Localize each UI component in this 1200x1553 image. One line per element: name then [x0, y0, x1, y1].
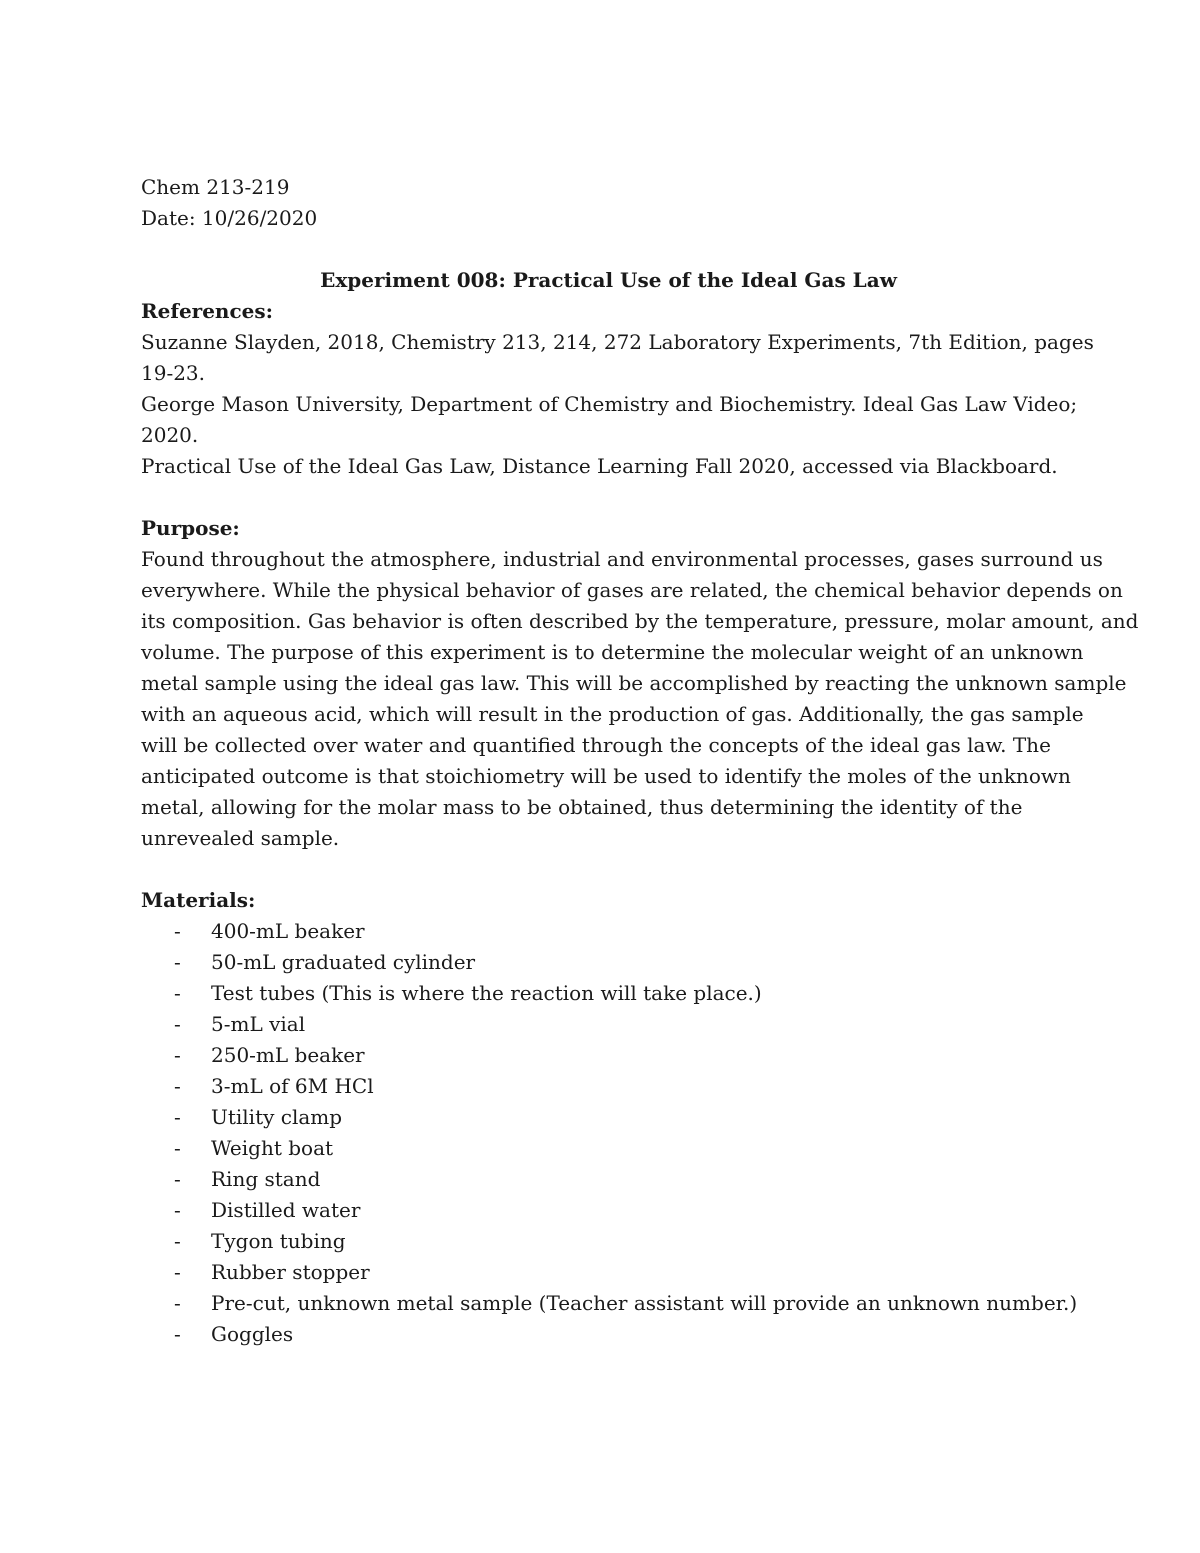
bullet-dash: - [174, 1074, 181, 1098]
list-item [141, 947, 1066, 978]
bullet-dash: - [174, 1229, 181, 1253]
purpose-line: metal, allowing for the molar mass to be obtained, thus determining the identity of the [141, 795, 1023, 819]
reference-line: 19-23. [141, 361, 206, 385]
bullet-dash: - [174, 1043, 181, 1067]
material-label: 400-mL beaker [211, 919, 365, 943]
bullet-dash: - [174, 1198, 181, 1222]
purpose-line: everywhere. While the physical behavior of gases are related, the chemical behavior depends on [141, 578, 1123, 602]
purpose-line: anticipated outcome is that stoichiometry will be used to identify the moles of the unknown [141, 764, 1071, 788]
bullet-dash: - [174, 1322, 181, 1346]
bullet-dash: - [174, 1260, 181, 1284]
list-item [141, 1195, 1066, 1226]
purpose-line: its composition. Gas behavior is often described by the temperature, pressure, molar amount, and [141, 609, 1139, 633]
material-label: Ring stand [211, 1167, 321, 1191]
reference-line: Suzanne Slayden, 2018, Chemistry 213, 214, 272 Laboratory Experiments, 7th Edition, pages [141, 330, 1094, 354]
purpose-line: unrevealed sample. [141, 826, 340, 850]
bullet-dash: - [174, 1012, 181, 1036]
reference-line: 2020. [141, 423, 199, 447]
material-label: Weight boat [211, 1136, 334, 1160]
purpose-heading: Purpose: [141, 516, 240, 540]
material-label: 3-mL of 6M HCl [211, 1074, 374, 1098]
list-item [141, 1102, 1066, 1133]
reference-line: Practical Use of the Ideal Gas Law, Distance Learning Fall 2020, accessed via Blackboard. [141, 454, 1058, 478]
document-body [141, 172, 1139, 1350]
list-item [141, 1040, 1066, 1071]
material-label: Tygon tubing [211, 1229, 346, 1253]
purpose-line: metal sample using the ideal gas law. This will be accomplished by reacting the unknown sample [141, 671, 1127, 695]
list-item [141, 1071, 1066, 1102]
report-date: Date: 10/26/2020 [141, 206, 318, 230]
purpose-line: Found throughout the atmosphere, industrial and environmental processes, gases surround us [141, 547, 1103, 571]
purpose-paragraph [141, 544, 1139, 854]
course-code: Chem 213-219 [141, 175, 290, 199]
list-item [141, 1288, 1078, 1319]
bullet-dash: - [174, 1167, 181, 1191]
material-label: 5-mL vial [211, 1012, 306, 1036]
material-label: Test tubes (This is where the reaction will take place.) [211, 981, 762, 1005]
material-label: Pre-cut, unknown metal sample (Teacher assistant will provide an unknown number.) [211, 1291, 1078, 1315]
references-list [141, 327, 1094, 482]
material-label: 50-mL graduated cylinder [211, 950, 476, 974]
list-item [141, 1009, 1066, 1040]
bullet-dash: - [174, 981, 181, 1005]
spacer [141, 854, 1066, 885]
list-item [141, 1164, 1066, 1195]
purpose-line: with an aqueous acid, which will result in the production of gas. Additionally, the gas sample [141, 702, 1084, 726]
list-item [141, 1226, 1066, 1257]
list-item [141, 1257, 1066, 1288]
bullet-dash: - [174, 1291, 181, 1315]
list-item [141, 978, 1066, 1009]
material-label: Distilled water [211, 1198, 361, 1222]
experiment-title: Experiment 008: Practical Use of the Ideal Gas Law [320, 268, 897, 292]
materials-list [141, 916, 1078, 1350]
material-label: Rubber stopper [211, 1260, 370, 1284]
spacer [141, 482, 1066, 513]
material-label: Utility clamp [211, 1105, 343, 1129]
list-item [141, 1133, 1066, 1164]
purpose-line: volume. The purpose of this experiment is to determine the molecular weight of an unknown [141, 640, 1084, 664]
reference-line: George Mason University, Department of Chemistry and Biochemistry. Ideal Gas Law Video; [141, 392, 1078, 416]
references-heading: References: [141, 299, 274, 323]
bullet-dash: - [174, 1105, 181, 1129]
material-label: 250-mL beaker [211, 1043, 365, 1067]
material-label: Goggles [211, 1322, 294, 1346]
purpose-line: will be collected over water and quantified through the concepts of the ideal gas law. The [141, 733, 1051, 757]
bullet-dash: - [174, 950, 181, 974]
list-item [141, 1319, 1066, 1350]
list-item [141, 916, 1066, 947]
bullet-dash: - [174, 919, 181, 943]
bullet-dash: - [174, 1136, 181, 1160]
materials-heading: Materials: [141, 888, 256, 912]
